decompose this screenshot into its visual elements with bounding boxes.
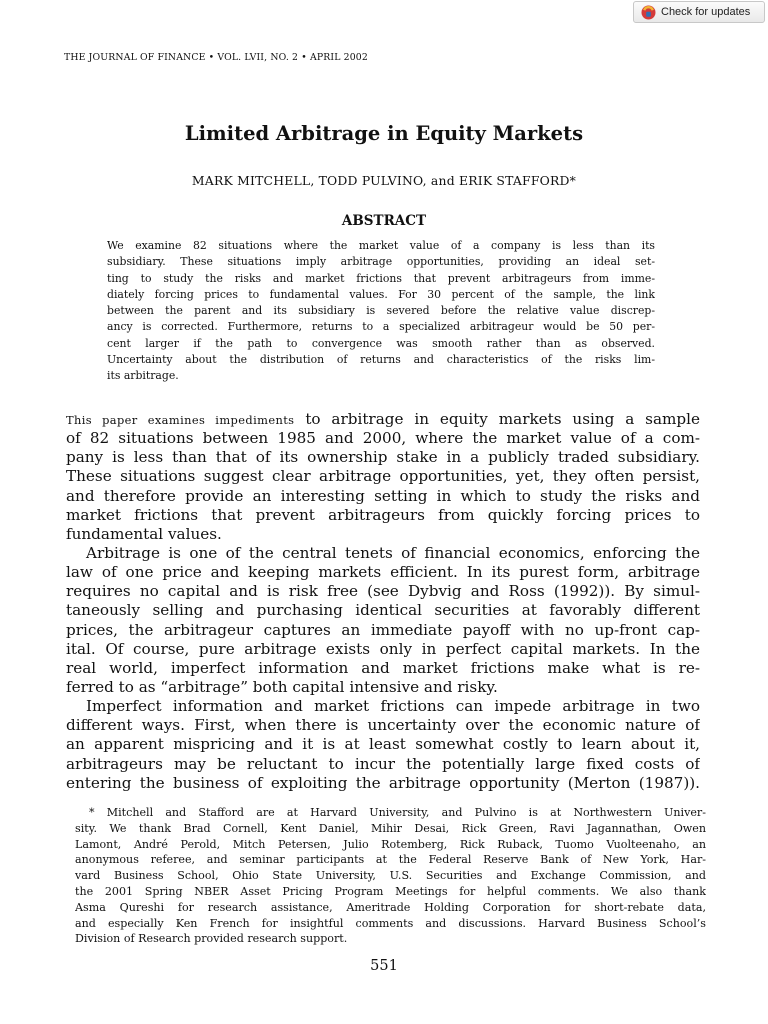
footnote-line: anonymous referee, and seminar participants at the Federal Reserve Bank of New York, Har-: [75, 853, 706, 867]
footnote-line: Lamont, André Perold, Mitch Petersen, Julio Rotemberg, Rick Ruback, Tuomo Vuolteenaho, an: [75, 837, 706, 851]
check-for-updates-button[interactable]: [633, 1, 765, 23]
body-line: arbitrageurs may be reluctant to incur the potentially large fixed costs of: [66, 754, 700, 773]
running-head: THE JOURNAL OF FINANCE • VOL. LVII, NO. 2 • APRIL 2002: [64, 52, 368, 63]
crossmark-icon: [641, 5, 656, 20]
body-line: and therefore provide an interesting setting in which to study the risks and: [66, 486, 700, 505]
abstract-line: We examine 82 situations where the market value of a company is less than its: [107, 239, 655, 252]
abstract-line: between the parent and its subsidiary is severed before the relative value discrep-: [107, 304, 655, 318]
footnote-line: sity. We thank Brad Cornell, Kent Daniel, Mihir Desai, Rick Green, Ravi Jagannathan, Owen: [75, 821, 706, 835]
footnote-line: * Mitchell and Stafford are at Harvard University, and Pulvino is at Northwestern Univer-: [89, 806, 706, 819]
abstract-line: cent larger if the path to convergence was smooth rather than as observed.: [107, 336, 655, 350]
body-line: taneously selling and purchasing identical securities at favorably different: [66, 601, 700, 620]
footnote-line: Asma Qureshi for research assistance, Ameritrade Holding Corporation for short-rebate data,: [75, 900, 706, 914]
footnote-line: and especially Ken French for insightful comments and discussions. Harvard Business School’s: [75, 916, 706, 930]
body-line: law of one price and keeping markets efficient. In its purest form, arbitrage: [66, 563, 700, 582]
body-line: ital. Of course, pure arbitrage exists only in perfect capital markets. In the: [66, 639, 700, 658]
body-line: real world, imperfect information and market frictions make what is re-: [66, 658, 700, 677]
abstract-body: [107, 238, 655, 385]
body-line: Arbitrage is one of the central tenets of financial economics, enforcing the: [86, 543, 700, 562]
abstract-line: diately forcing prices to fundamental values. For 30 percent of the sample, the link: [107, 287, 655, 301]
abstract-line: Uncertainty about the distribution of returns and characteristics of the risks lim-: [107, 353, 655, 367]
body-line: [66, 410, 700, 429]
paper-title: Limited Arbitrage in Equity Markets: [184, 122, 584, 145]
body-line: market frictions that prevent arbitrageurs from quickly forcing prices to: [66, 505, 700, 524]
body-line: an apparent mispricing and it is at least somewhat costly to learn about it,: [66, 735, 700, 754]
page-number: 551: [370, 958, 398, 974]
body-line-text: to arbitrage in equity markets using a sample: [294, 410, 700, 428]
author-list: MARK MITCHELL, TODD PULVINO, and ERIK STAFFORD*: [191, 173, 577, 188]
body-line: requires no capital and is risk free (see Dybvig and Ross (1992)). By simul-: [66, 582, 700, 601]
body-text: [66, 410, 700, 793]
footnote-line: Division of Research provided research support.: [75, 932, 348, 946]
body-line: pany is less than that of its ownership stake in a publicly traded subsidiary.: [66, 448, 700, 467]
body-line: prices, the arbitrageur captures an immediate payoff with no up-front cap-: [66, 620, 700, 639]
small-caps-lead-in: This paper examines impediments: [66, 413, 295, 427]
body-line: These situations suggest clear arbitrage opportunities, yet, they often persist,: [66, 467, 700, 486]
abstract-line: subsidiary. These situations imply arbitrage opportunities, providing an ideal set-: [107, 255, 655, 269]
footnote-line: the 2001 Spring NBER Asset Pricing Program Meetings for helpful comments. We also thank: [75, 884, 706, 898]
abstract-line: ancy is corrected. Furthermore, returns to a specialized arbitrageur would be 50 per-: [107, 320, 655, 334]
body-line: Imperfect information and market frictions can impede arbitrage in two: [86, 697, 700, 716]
abstract-line: its arbitrage.: [107, 369, 179, 383]
body-line: fundamental values.: [66, 524, 222, 543]
footnote-line: vard Business School, Ohio State University, U.S. Securities and Exchange Commission, and: [75, 869, 706, 883]
abstract-line: ting to study the risks and market frictions that prevent arbitrageurs from imme-: [107, 271, 655, 285]
body-line: ferred to as “arbitrage” both capital intensive and risky.: [66, 677, 498, 696]
footnote: [75, 805, 706, 947]
check-for-updates-label: Check for updates: [661, 6, 751, 18]
body-line: of 82 situations between 1985 and 2000, where the market value of a com-: [66, 429, 700, 448]
abstract-heading: ABSTRACT: [341, 213, 427, 229]
body-line: entering the business of exploiting the arbitrage opportunity (Merton (1987)).: [66, 773, 700, 792]
body-line: different ways. First, when there is uncertainty over the economic nature of: [66, 716, 700, 735]
